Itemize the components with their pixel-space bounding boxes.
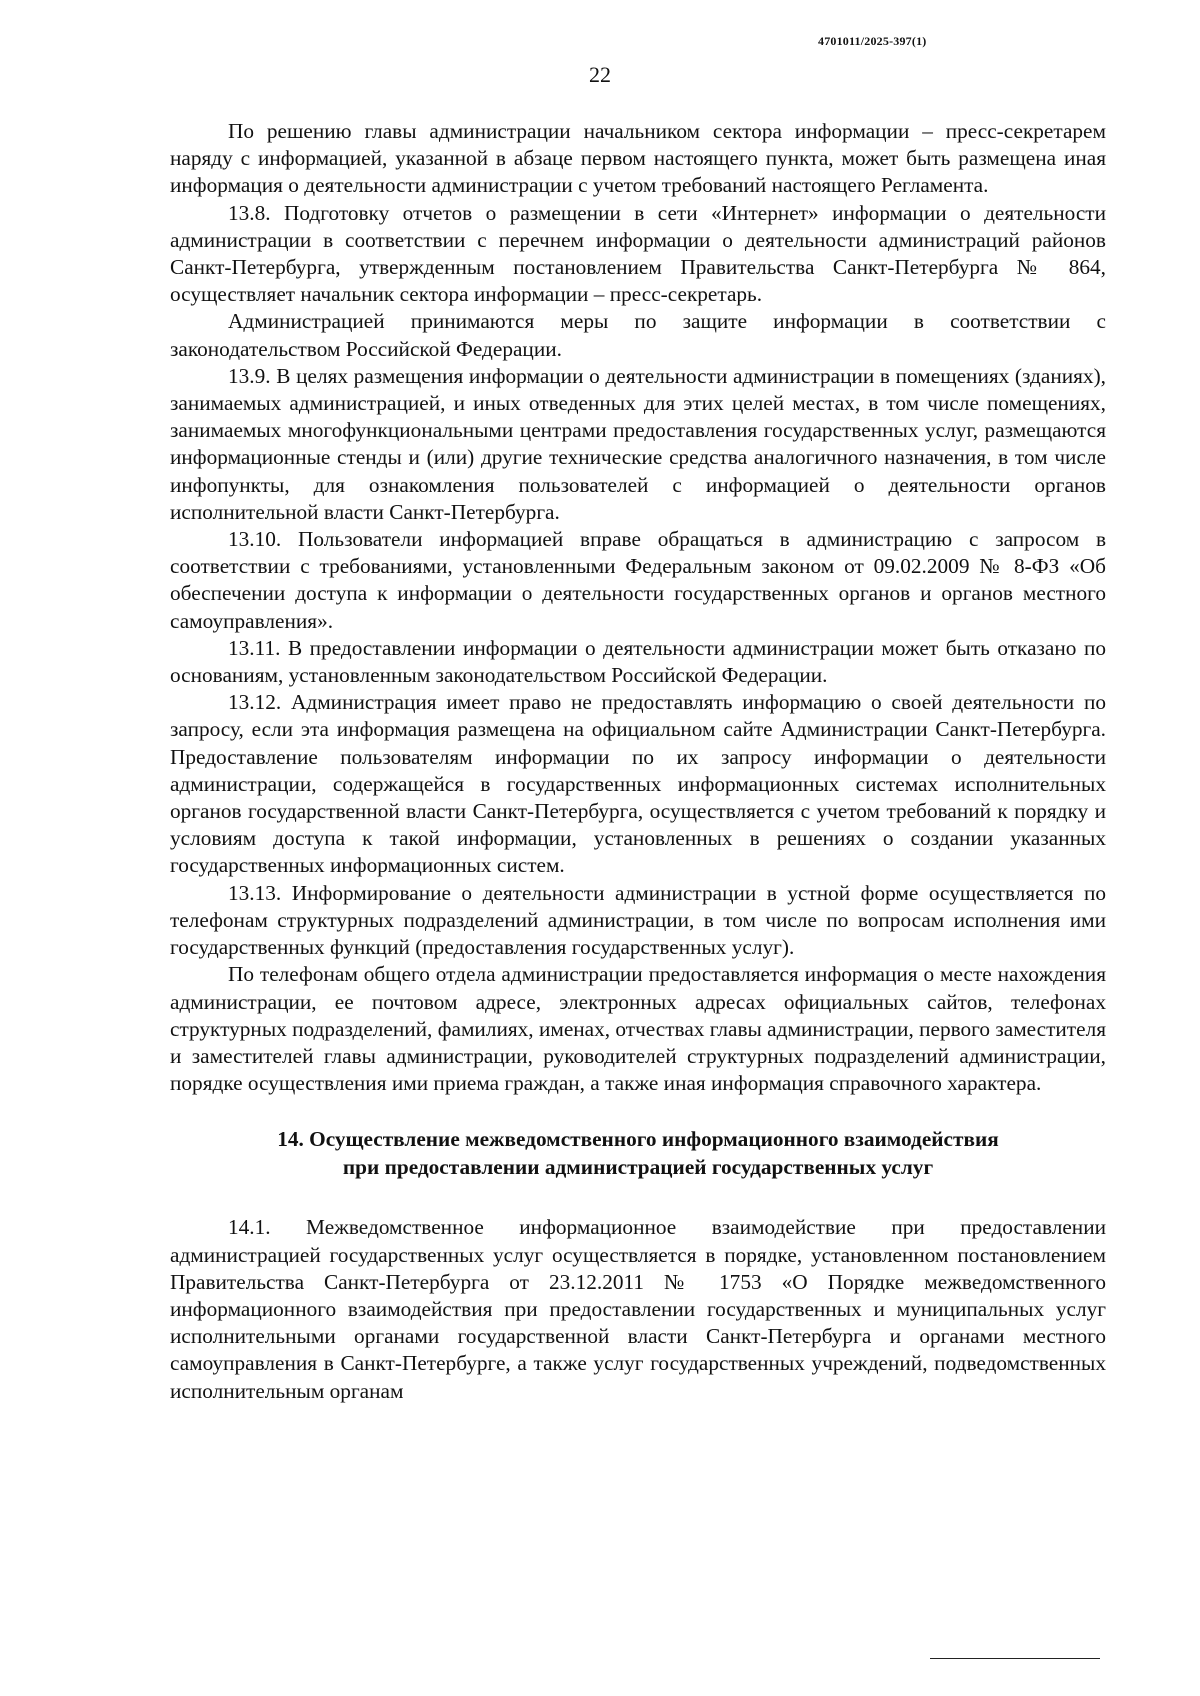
paragraph: По телефонам общего отдела администрации предоставляется информация о месте нахождения администрации, ее почтовом адресе, электронных адресах официальных сайтов, телефонах структурных подразделений, фамилиях, именах, отчествах главы администрации, первого заместителя и заместителей главы администрации, руководителей структурных подразделений администрации, порядке осуществления ими приема граждан, а также иная информация справочного характера. xyxy=(170,962,1106,1096)
section-heading xyxy=(170,1125,1106,1181)
page-number: 22 xyxy=(589,62,611,87)
paragraph: 13.12. Администрация имеет право не предоставлять информацию о своей деятельности по запросу, если эта информация размещена на официальном сайте Администрации Санкт-Петербурга. Предоставление пользователям информации по их запросу информации о деятельности администрации, содержащейся в государственных информационных системах исполнительных органов государственной власти Санкт-Петербурга, осуществляется с учетом требований к порядку и условиям доступа к такой информации, установленных в решениях о создании указанных государственных информационных систем. xyxy=(170,690,1106,878)
paragraph: 14.1. Межведомственное информационное взаимодействие при предоставлении администрацией государственных услуг осуществляется в порядке, установленном постановлением Правительства Санкт-Петербурга от 23.12.2011 № 1753 «О Порядке межведомственного информационного взаимодействия при предоставлении государственных и муниципальных услуг исполнительными органами государственной власти Санкт-Петербурга и органами местного самоуправления в Санкт-Петербурге, а также услуг государственных учреждений, подведомственных исполнительным органам xyxy=(170,1215,1106,1403)
paragraph: 13.8. Подготовку отчетов о размещении в сети «Интернет» информации о деятельности администрации в соответствии с перечнем информации о деятельности администраций районов Санкт-Петербурга, утвержденным постановлением Правительства Санкт-Петербурга № 864, осуществляет начальник сектора информации – пресс-секретарь. xyxy=(170,200,1106,307)
paragraph: 13.10. Пользователи информацией вправе обращаться в администрацию с запросом в соответствии с требованиями, установленными Федеральным законом от 09.02.2009 № 8-ФЗ «Об обеспечении доступа к информации о деятельности государственных органов и органов местного самоуправления». xyxy=(170,527,1106,633)
footer-rule xyxy=(930,1658,1100,1659)
paragraph: По решению главы администрации начальником сектора информации – пресс-секретарем наряду с информацией, указанной в абзаце первом настоящего пункта, может быть размещена иная информация о деятельности администрации с учетом требований настоящего Регламента. xyxy=(170,119,1106,198)
paragraph: 13.9. В целях размещения информации о деятельности администрации в помещениях (зданиях), занимаемых администрацией, и иных отведенных для этих целей местах, в том числе помещениях, занимаемых многофункциональными центрами предоставления государственных услуг, размещаются информационные стенды и (или) другие технические средства аналогичного назначения, в том числе инфопункты, для ознакомления пользователей с информацией о деятельности органов исполнительной власти Санкт-Петербурга. xyxy=(170,363,1106,524)
paragraph: 13.11. В предоставлении информации о деятельности администрации может быть отказано по основаниям, установленным законодательством Российской Федерации. xyxy=(170,635,1106,688)
document-body xyxy=(170,118,1106,1405)
paragraph: 13.13. Информирование о деятельности администрации в устной форме осуществляется по телефонам структурных подразделений администрации, в том числе по вопросам исполнения ими государственных функций (предоставления государственных услуг). xyxy=(170,880,1106,960)
section-heading-line: при предоставлении администрацией государственных услуг xyxy=(342,1155,934,1180)
document-id: 4701011/2025-397(1) xyxy=(818,34,927,48)
section-heading-line: 14. Осуществление межведомственного информационного взаимодействия xyxy=(277,1127,999,1152)
paragraph: Администрацией принимаются меры по защите информации в соответствии с законодательством Российской Федерации. xyxy=(170,309,1106,361)
